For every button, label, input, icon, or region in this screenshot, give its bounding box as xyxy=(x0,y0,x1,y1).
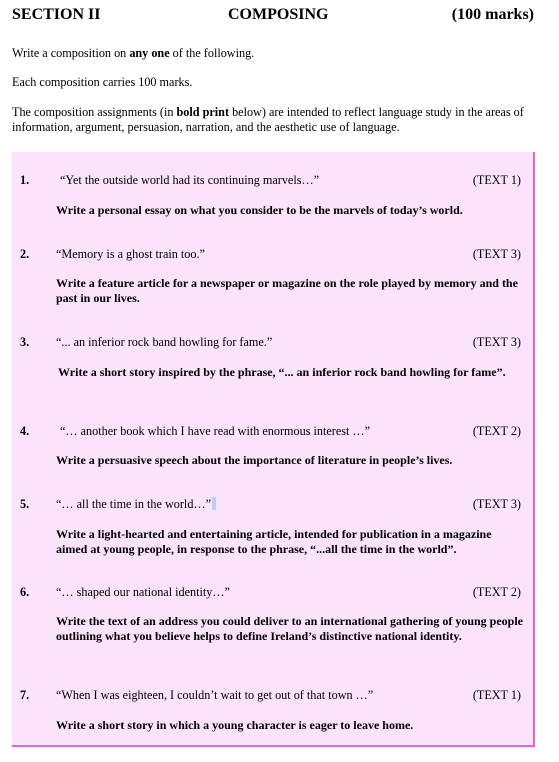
question-number: 6. xyxy=(20,585,30,599)
instruction-text: below) are intended to reflect language study in the areas of information, argument, persuasion, narration, and the aesthetic use of language. xyxy=(12,105,524,134)
question-quote: “… shaped our national identity…” xyxy=(56,585,230,599)
section-header xyxy=(12,6,534,28)
question-quote-text: “… all the time in the world…” xyxy=(56,497,212,511)
section-marks: (100 marks) xyxy=(451,6,534,23)
question-task: Write a short story inspired by the phrase, “... an inferior rock band howling for fame”. xyxy=(58,365,506,379)
question-task: Write a persuasive speech about the importance of literature in people’s lives. xyxy=(56,453,453,467)
instruction-paragraph xyxy=(12,105,532,134)
instruction-line-1 xyxy=(12,46,532,61)
question-source: (TEXT 2) xyxy=(472,585,521,599)
question-number: 5. xyxy=(20,497,30,511)
question-quote: “… another book which I have read with enormous interest …” xyxy=(60,424,371,438)
question-quote: “... an inferior rock band howling for fame.” xyxy=(56,335,273,349)
question-task: Write the text of an address you could deliver to an international gathering of young people outlining what you believe helps to define Ireland’s distinctive national identity. xyxy=(56,614,524,643)
question-task: Write a personal essay on what you consider to be the marvels of today’s world. xyxy=(56,203,463,217)
question-source: (TEXT 3) xyxy=(472,335,521,349)
question-quote: “Memory is a ghost train too.” xyxy=(56,247,205,261)
instruction-text: Write a composition on xyxy=(12,46,130,60)
question-number: 3. xyxy=(20,335,30,349)
instruction-text: The composition assignments (in xyxy=(12,105,177,119)
instruction-line-2: Each composition carries 100 marks. xyxy=(12,75,193,89)
question-number: 1. xyxy=(20,173,30,187)
instruction-emphasis: any one xyxy=(129,46,170,60)
question-number: 2. xyxy=(20,247,30,261)
section-title: COMPOSING xyxy=(228,6,329,23)
instruction-emphasis: bold print xyxy=(176,105,230,119)
section-label: SECTION II xyxy=(12,6,101,23)
question-task: Write a short story in which a young character is eager to leave home. xyxy=(56,718,414,732)
question-source: (TEXT 3) xyxy=(472,247,521,261)
question-source: (TEXT 2) xyxy=(472,424,521,438)
question-quote: “Yet the outside world had its continuing marvels…” xyxy=(60,173,320,187)
instruction-text: of the following. xyxy=(169,46,255,60)
questions-box xyxy=(12,152,535,747)
text-cursor-highlight xyxy=(212,497,216,510)
question-task: Write a feature article for a newspaper or magazine on the role played by memory and the past in our lives. xyxy=(56,276,518,305)
question-number: 4. xyxy=(20,424,30,438)
question-task: Write a light-hearted and entertaining article, intended for publication in a magazine aimed at young people, in response to the phrase, “...all the time in the world”. xyxy=(56,527,492,556)
question-source: (TEXT 1) xyxy=(472,688,521,702)
question-number: 7. xyxy=(20,688,30,702)
question-quote: “When I was eighteen, I couldn’t wait to get out of that town …” xyxy=(56,688,374,702)
question-quote xyxy=(56,497,216,512)
question-source: (TEXT 3) xyxy=(472,497,521,511)
question-source: (TEXT 1) xyxy=(472,173,521,187)
